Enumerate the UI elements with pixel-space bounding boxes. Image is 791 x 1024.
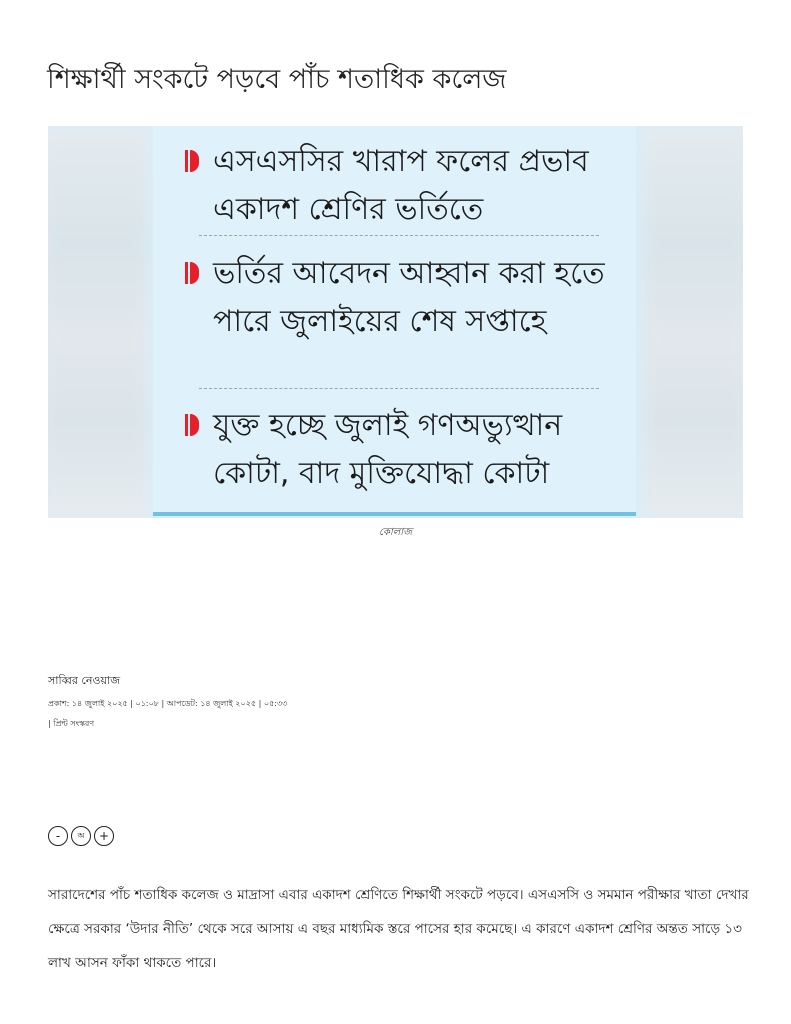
font-size-controls [48, 826, 114, 846]
author-name[interactable]: সাব্বির নেওয়াজ [48, 674, 121, 687]
hero-bullet-1 [185, 138, 613, 234]
font-increase-button[interactable]: + [94, 826, 114, 846]
red-bullet-marker-icon [185, 414, 199, 436]
publish-meta: প্রকাশ: ১৪ জুলাই ২০২৫ | ০১:০৮ | আপডেট: ১৪ জুলাই ২০২৫ | ০৫:৩৩ [48, 699, 288, 708]
hero-divider [199, 388, 599, 389]
hero-blur-right [643, 126, 743, 518]
hero-info-panel [153, 126, 636, 516]
print-edition-link[interactable]: | প্রিন্ট সংস্করণ [48, 719, 95, 728]
hero-bullet-2 [185, 250, 613, 346]
article-headline: শিক্ষার্থী সংকটে পড়বে পাঁচ শতাধিক কলেজ [47, 64, 507, 95]
red-bullet-marker-icon [185, 150, 199, 172]
image-caption: কোলাজ [378, 527, 413, 538]
hero-bullet-text: ভর্তির আবেদন আহ্বান করা হতে পারে জুলাইয়ের শেষ সপ্তাহে [213, 256, 605, 339]
hero-bottom-line [153, 512, 636, 516]
hero-bullet-3 [185, 402, 613, 498]
hero-bullet-text: যুক্ত হচ্ছে জুলাই গণঅভ্যুত্থান কোটা, বাদ মুক্তিযোদ্ধা কোটা [213, 408, 563, 491]
hero-bullet-text: এসএসসির খারাপ ফলের প্রভাব একাদশ শ্রেণির ভর্তিতে [213, 144, 589, 227]
font-decrease-button[interactable]: - [48, 826, 68, 846]
article-body: সারাদেশের পাঁচ শতাধিক কলেজ ও মাদ্রাসা এবার একাদশ শ্রেণিতে শিক্ষার্থী সংকটে পড়বে। এসএসসি ও সমমান পরীক্ষার খাতা দেখার ক্ষেত্রে সরকার ‘উদার নীতি’ থেকে সরে আসায় এ বছর মাধ্যমিক স্তরে পাসের হার কমেছে। এ কারণে একাদশ শ্রেণির অন্তত সাড়ে ১৩ লাখ আসন ফাঁকা থাকতে পারে। [48, 887, 749, 971]
hero-blur-left [48, 126, 148, 518]
print-edition-label[interactable]: প্রিন্ট সংস্করণ [53, 719, 95, 728]
font-reset-button[interactable]: অ [71, 826, 91, 846]
red-bullet-marker-icon [185, 262, 199, 284]
hero-image [48, 126, 743, 518]
hero-divider [199, 235, 599, 236]
